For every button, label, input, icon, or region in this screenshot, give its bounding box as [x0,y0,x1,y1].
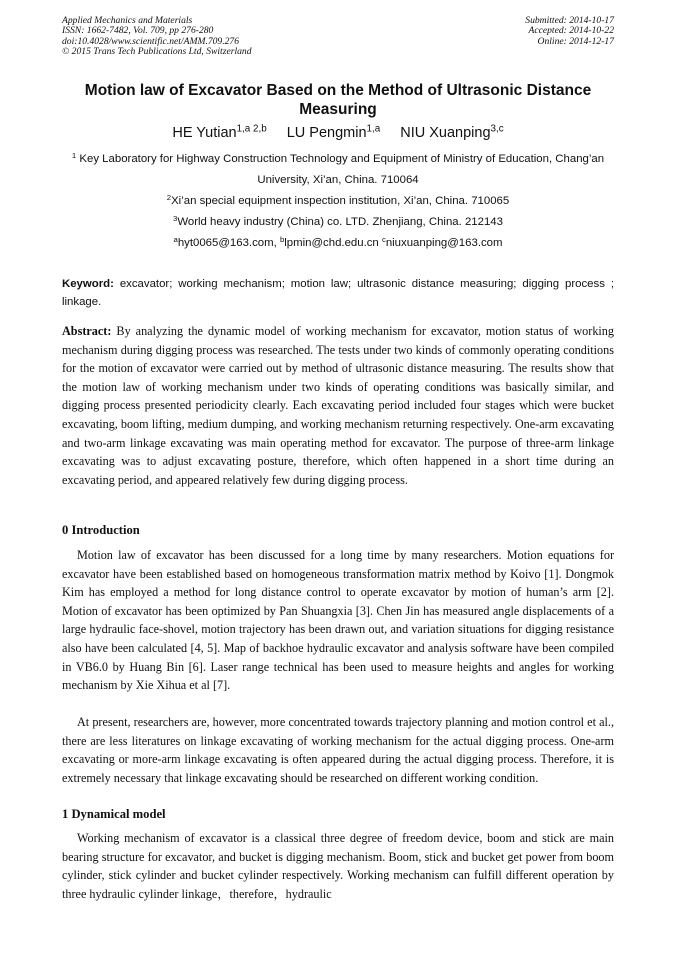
abstract-label: Abstract: [62,324,112,338]
author-list [62,124,614,142]
email-link[interactable]: lpmin@chd.edu.cn [284,237,382,249]
affiliation-text: Key Laboratory for Highway Construction Technology and Equipment of Ministry of Education, Chang’an University, Xi’an, China. 710064 [79,153,605,186]
affiliation-text: Xi’an special equipment inspection institution, Xi’an, China. 710065 [171,195,510,207]
email-marker: b [279,234,285,244]
author-name: NIU Xuanping [400,125,491,141]
online-date: Online: 2014-12-17 [537,35,614,47]
affiliation-marker: 1 [71,150,77,160]
author-affiliation-marker: 1,a 2,b [236,123,267,135]
email-marker: c [381,234,386,244]
affiliations [62,149,614,254]
author-name: LU Pengmin [286,125,367,141]
copyright-line: © 2015 Trans Tech Publications Ltd, Switzerland [62,46,252,58]
author [287,125,380,141]
submitted-date: Submitted: 2014-10-17 [525,15,614,26]
paper-title: Motion law of Excavator Based on the Method of Ultrasonic Distance Measuring [84,82,592,118]
affiliation-marker: 3 [173,213,178,223]
keyword-label: Keyword: [62,278,114,290]
section-heading-introduction: 0 Introduction [62,523,140,537]
author-affiliation-marker: 3,c [490,123,504,135]
affiliation-item [62,149,614,191]
email-marker: a [173,234,178,244]
issn-line: ISSN: 1662-7482, Vol. 709, pp 276-280 [62,25,214,37]
abstract-text: By analyzing the dynamic model of working mechanism for excavator, motion status of working mechanism during digging process was researched. The tests under two kinds of commonly operating conditions for the motion of excavator were carried out by method of ultrasonic distance measuring. The results show that the motion law of working mechanism under two kinds of operating conditions was basically similar, and digging process presented periodicity clearly. Each excavating period included four stages which were bucket excavating, boom lifting, medium dumping, and working mechanism returning respectively. One-arm excavating and two-arm linkage excavating was main operating method for excavator. The purpose of three-arm linkage excavating was to adjust excavating posture, therefore, which often happened in a short time during an excavating period, and appeared relatively few during digging process. [62,324,614,487]
journal-header-right [525,16,614,47]
author-affiliation-marker: 1,a [366,123,381,135]
section-heading-dynamical-model: 1 Dynamical model [62,807,166,821]
affiliation-item [62,212,614,233]
keyword-text: excavator; working mechanism; motion law; ultrasonic distance measuring; digging process ; linkage. [62,278,614,308]
keywords [62,275,614,311]
paragraph: Motion law of excavator has been discussed for a long time by many researchers. Motion equations for excavator have been established based on homogeneous transformation matrix method by Koivo [1]. Dongmok Kim has employed a method for long distance control to operate excavator by motion of human’s arm [2]. Motion of excavator has been optimized by Pan Shuangxia [3]. Chen Jin has measured angle displacements of a large hydraulic face-shovel, motion trajectory has been drawn out, and variation situations for digging resistance also have been calculated [4, 5]. Map of backhoe hydraulic excavator and analysis software have been compiled in VB6.0 by Huang Bin [6]. Laser range technical has been used to measure heights and angles for working mechanism by Xie Xihua et al [7]. [62,548,614,693]
journal-header-left [62,16,252,58]
accepted-date: Accepted: 2014-10-22 [528,25,614,37]
journal-name: Applied Mechanics and Materials [62,15,193,26]
paragraph: Working mechanism of excavator is a classical three degree of freedom device, boom and stick are main bearing structure for excavator, and bucket is digging mechanism. Boom, stick and bucket get power from boom cylinder, stick cylinder and bucket cylinder respectively. Working mechanism can fulfill different operation by three hydraulic cylinder linkage，therefore，hydraulic [62,831,614,901]
author [172,125,266,141]
email-link[interactable]: niuxuanping@163.com [385,237,503,249]
author-emails [62,233,614,254]
abstract [62,322,614,489]
author [400,125,503,141]
doi-line: doi:10.4028/www.scientific.net/AMM.709.276 [62,35,240,47]
affiliation-marker: 2 [166,192,172,202]
email-link[interactable]: hyt0065@163.com, [177,237,280,249]
paragraph: At present, researchers are, however, more concentrated towards trajectory planning and motion control et al., there are less literatures on linkage excavating of working mechanism for the actual digging process. One-arm excavating or more-arm linkage excavating is often appeared during the actual digging process. Therefore, it is extremely necessary that linkage excavating should be researched on different working condition. [62,715,614,785]
author-name: HE Yutian [172,125,237,141]
affiliation-text: World heavy industry (China) co. LTD. Zhenjiang, China. 212143 [177,216,503,228]
affiliation-item [62,191,614,212]
